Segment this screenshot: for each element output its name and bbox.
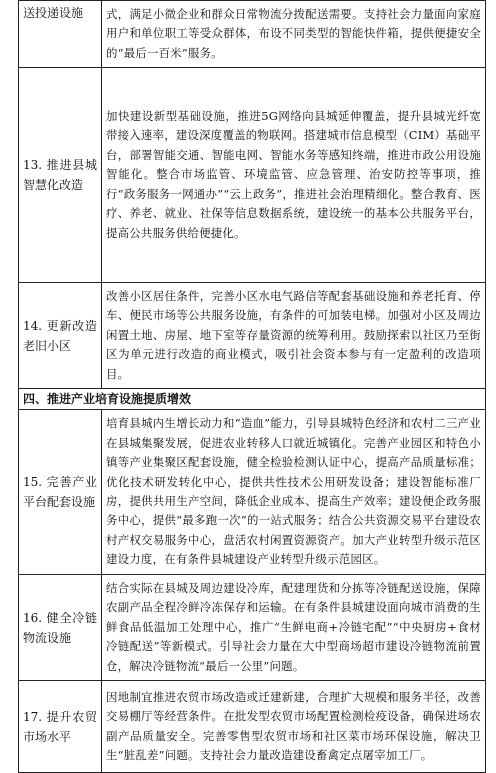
row-content: 因地制宜推进农贸市场改造或迁建新建，合理扩大规模和服务半径，改善交易棚厅等经营条件。在批发型农贸市场配置检测检疫设备，确保进场农副产品质量安全。完善零售型农贸市场和社区菜市场环保设施，解决卫生“脏乱差”问题。支持社会力量改造建设畜禽定点屠宰加工厂。 <box>102 681 486 773</box>
row-label: 13. 推进县城智慧化改造 <box>19 68 102 283</box>
table-row <box>19 575 486 681</box>
section-header-row <box>19 389 486 410</box>
row-label: 15. 完善产业平台配套设施 <box>19 410 102 575</box>
table-row <box>19 681 486 773</box>
row-content: 培育县城内生增长动力和“造血”能力，引导县城特色经济和农村二三产业在县城集聚发展，促进农业转移人口就近城镇化。完善产业园区和特色小镇等产业集聚区配套设施，健全检验检测认证中心，提高产品质量标准；优化技术研发转化中心，提供共性技术公用研发设备；建设智能标准厂房，提供共用生产空间，降低企业成本、提高生产效率；建设便企政务服务中心，提供“最多跑一次”的一站式服务；结合公共资源交易平台建设农村产权交易服务中心，盘活农村闲置资源资产。加大产业转型升级示范区建设力度，在有条件县城建设产业转型升级示范园区。 <box>102 410 486 575</box>
row-content: 结合实际在县城及周边建设冷库，配建理货和分拣等冷链配送设施，保障农副产品全程冷鲜冷冻保存和运输。在有条件县城建设面向城市消费的生鲜食品低温加工处理中心，推广“生鲜电商+冷链宅配”“中央厨房+食材冷链配送”等新模式。引导社会力量在大中型商场超市建设冷链物流前置仓，解决冷链物流“最后一公里”问题。 <box>102 575 486 681</box>
row-content: 加快建设新型基础设施，推进5G网络向县城延伸覆盖，提升县城光纤宽带接入速率，建设深度覆盖的物联网。搭建城市信息模型（CIM）基础平台，部署智能交通、智能电网、智能水务等感知终端，推进市政公用设施智能化。整合市场监管、环境监管、应急管理、治安防控等事项，推行“政务服务一网通办”“云上政务”，推进社会治理精细化。整合教育、医疗、养老、就业、社保等信息数据系统，建设统一的基本公共服务平台，提高公共服务供给便捷化。 <box>102 68 486 283</box>
section-title: 四、推进产业培育设施提质增效 <box>19 389 486 410</box>
table-row <box>19 1 486 68</box>
row-content: 改善小区居住条件，完善小区水电气路信等配套基础设施和养老托育、停车、便民市场等公共服务设施，有条件的可加装电梯。加强对小区及周边闲置土地、房屋、地下室等存量资源的统筹利用。鼓励探索以社区乃至街区为单元进行改造的商业模式，吸引社会资本参与有一定盈利的改造项目。 <box>102 283 486 389</box>
table-row <box>19 283 486 389</box>
table-row <box>19 68 486 283</box>
row-label: 送投递设施 <box>19 1 102 68</box>
row-content: 式，满足小微企业和群众日常物流分拨配送需要。支持社会力量面向家庭用户和单位职工等受众群体，布设不同类型的智能快件箱，提供便捷安全的“最后一百米”服务。 <box>102 1 486 68</box>
facility-table <box>18 0 486 773</box>
row-label: 17. 提升农贸市场水平 <box>19 681 102 773</box>
table-row <box>19 410 486 575</box>
row-label: 14. 更新改造老旧小区 <box>19 283 102 389</box>
row-label: 16. 健全冷链物流设施 <box>19 575 102 681</box>
